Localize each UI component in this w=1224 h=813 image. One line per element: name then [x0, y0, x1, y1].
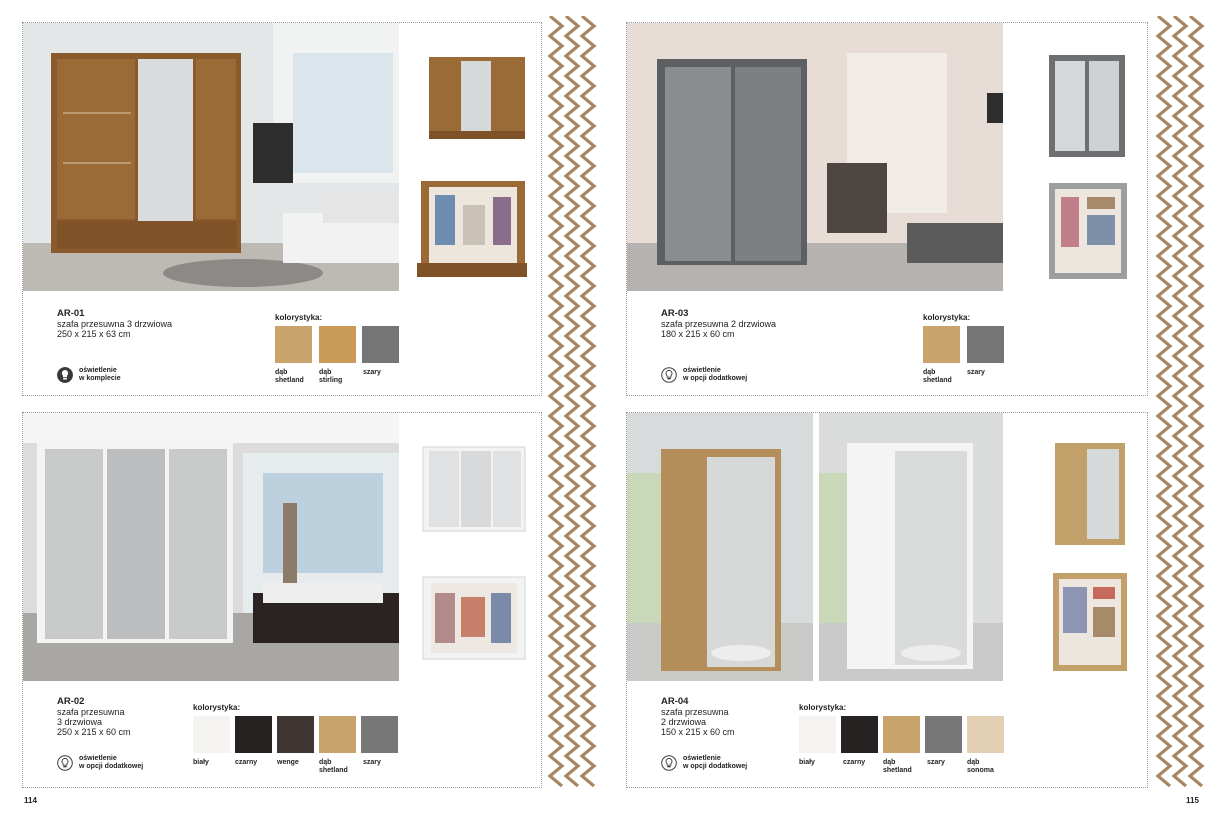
thumbnail-closed-ar02 [421, 441, 527, 535]
product-code: AR-03 [661, 308, 689, 319]
swatch-label-line1: dąb [923, 369, 936, 376]
product-description-2: 2 drzwiowa [661, 717, 707, 727]
product-description: szafa przesuwna [661, 707, 729, 717]
swatch-label [363, 369, 381, 377]
zigzag-column [1158, 16, 1170, 786]
swatch-label-line1: dąb [275, 369, 288, 376]
swatch-label [275, 369, 304, 385]
product-card-ar01 [22, 22, 542, 396]
product-photo-ar01 [23, 23, 399, 291]
swatch-label [319, 759, 348, 775]
product-code: AR-01 [57, 308, 85, 319]
swatch-label [363, 759, 381, 767]
swatch-label-line1: szary [363, 759, 381, 766]
page-number: 115 [1186, 796, 1199, 805]
lighting-note-ar02 [79, 755, 143, 771]
product-description-2: 3 drzwiowa [57, 717, 103, 727]
light-bulb-icon [57, 367, 73, 383]
swatch-label-line1: dąb [319, 759, 332, 766]
swatch-label-line1: biały [193, 759, 209, 766]
lighting-note-line2: w opcji dodatkowej [683, 763, 748, 770]
color-swatch-black [841, 716, 878, 753]
swatch-label-line1: szary [363, 369, 381, 376]
catalog-page-right [612, 0, 1224, 813]
lighting-note-line2: w opcji dodatkowej [79, 763, 144, 770]
thumbnail-open-ar02 [421, 573, 527, 663]
product-card-ar03 [626, 22, 1148, 396]
lighting-note-line1: oświetlenie [79, 367, 117, 374]
swatch-label-line1: szary [967, 369, 985, 376]
colors-title-ar04: kolorystyka: [799, 703, 847, 712]
color-swatch-oak-shetland [275, 326, 312, 363]
thumbnail-closed-ar01 [425, 51, 529, 143]
thumbnail-open-ar04 [1051, 571, 1129, 673]
product-dimensions: 250 x 215 x 63 cm [57, 329, 131, 339]
product-photo-ar02 [23, 413, 399, 681]
lighting-note-line1: oświetlenie [79, 755, 117, 762]
lighting-note-line1: oświetlenie [683, 755, 721, 762]
swatch-label-line2: stirling [319, 377, 343, 384]
swatch-label [193, 759, 209, 767]
thumbnail-closed-ar03 [1045, 51, 1129, 161]
thumbnail-closed-ar04 [1051, 439, 1129, 549]
product-info-ar04 [661, 697, 735, 737]
product-code: AR-02 [57, 696, 85, 707]
thumbnail-open-ar03 [1047, 181, 1129, 281]
color-swatch-black [235, 716, 272, 753]
swatch-label-line1: dąb [883, 759, 896, 766]
product-card-ar04 [626, 412, 1148, 788]
swatch-label-line1: szary [927, 759, 945, 766]
swatch-label [923, 369, 952, 385]
product-photo-ar04-oak [627, 413, 813, 681]
swatch-label-line2: shetland [275, 377, 304, 384]
color-swatch-grey [967, 326, 1004, 363]
product-card-ar02 [22, 412, 542, 788]
swatch-label-line1: dąb [319, 369, 332, 376]
product-info-ar03 [661, 309, 776, 339]
lighting-note-line2: w opcji dodatkowej [683, 375, 748, 382]
swatch-label-line1: biały [799, 759, 815, 766]
light-bulb-icon [661, 367, 677, 383]
color-swatch-grey [925, 716, 962, 753]
lighting-note-ar03 [683, 367, 747, 383]
swatch-label [927, 759, 945, 767]
swatch-label-line1: czarny [235, 759, 258, 766]
color-swatch-oak-shetland [923, 326, 960, 363]
swatch-label-line2: shetland [883, 767, 912, 774]
product-photo-ar03 [627, 23, 1003, 291]
zigzag-decoration [544, 16, 600, 796]
color-swatch-wenge [277, 716, 314, 753]
product-description: szafa przesuwna 2 drzwiowa [661, 319, 777, 329]
swatch-label [967, 369, 985, 377]
swatch-label [277, 759, 299, 767]
light-bulb-icon [661, 755, 677, 771]
color-swatch-white [193, 716, 230, 753]
product-dimensions: 150 x 215 x 60 cm [661, 727, 735, 737]
color-swatch-oak-shetland [883, 716, 920, 753]
swatch-label [843, 759, 865, 767]
swatch-label-line1: czarny [843, 759, 866, 766]
light-bulb-icon [57, 755, 73, 771]
product-info-ar02 [57, 697, 131, 737]
page-number: 114 [24, 796, 37, 805]
lighting-note-ar04 [683, 755, 747, 771]
product-dimensions: 250 x 215 x 60 cm [57, 727, 131, 737]
colors-title-ar01: kolorystyka: [275, 313, 323, 322]
product-description: szafa przesuwna [57, 707, 125, 717]
color-swatch-oak-shetland [319, 716, 356, 753]
lighting-note-ar01 [79, 367, 121, 383]
zigzag-column [550, 16, 562, 786]
color-swatch-grey [361, 716, 398, 753]
swatch-label [799, 759, 815, 767]
color-swatch-white [799, 716, 836, 753]
colors-title-ar03: kolorystyka: [923, 313, 971, 322]
swatch-label [967, 759, 994, 775]
lighting-note-line1: oświetlenie [683, 367, 721, 374]
swatch-label [235, 759, 257, 767]
swatch-label [319, 369, 342, 385]
swatch-label-line1: wenge [277, 759, 299, 766]
swatch-label-line2: shetland [319, 767, 348, 774]
zigzag-decoration [1152, 16, 1212, 796]
product-photo-ar04-white [819, 413, 1003, 681]
swatch-label-line2: shetland [923, 377, 952, 384]
color-swatch-oak-sonoma [967, 716, 1004, 753]
lighting-note-line2: w komplecie [79, 375, 121, 382]
product-info-ar01 [57, 309, 172, 339]
colors-title-ar02: kolorystyka: [193, 703, 241, 712]
thumbnail-open-ar01 [415, 175, 529, 281]
product-dimensions: 180 x 215 x 60 cm [661, 329, 735, 339]
swatch-label-line1: dąb [967, 759, 980, 766]
swatch-label [883, 759, 912, 775]
color-swatch-grey [362, 326, 399, 363]
color-swatch-oak-stirling [319, 326, 356, 363]
swatch-label-line2: sonoma [967, 767, 994, 774]
product-description: szafa przesuwna 3 drzwiowa [57, 319, 173, 329]
product-code: AR-04 [661, 696, 689, 707]
